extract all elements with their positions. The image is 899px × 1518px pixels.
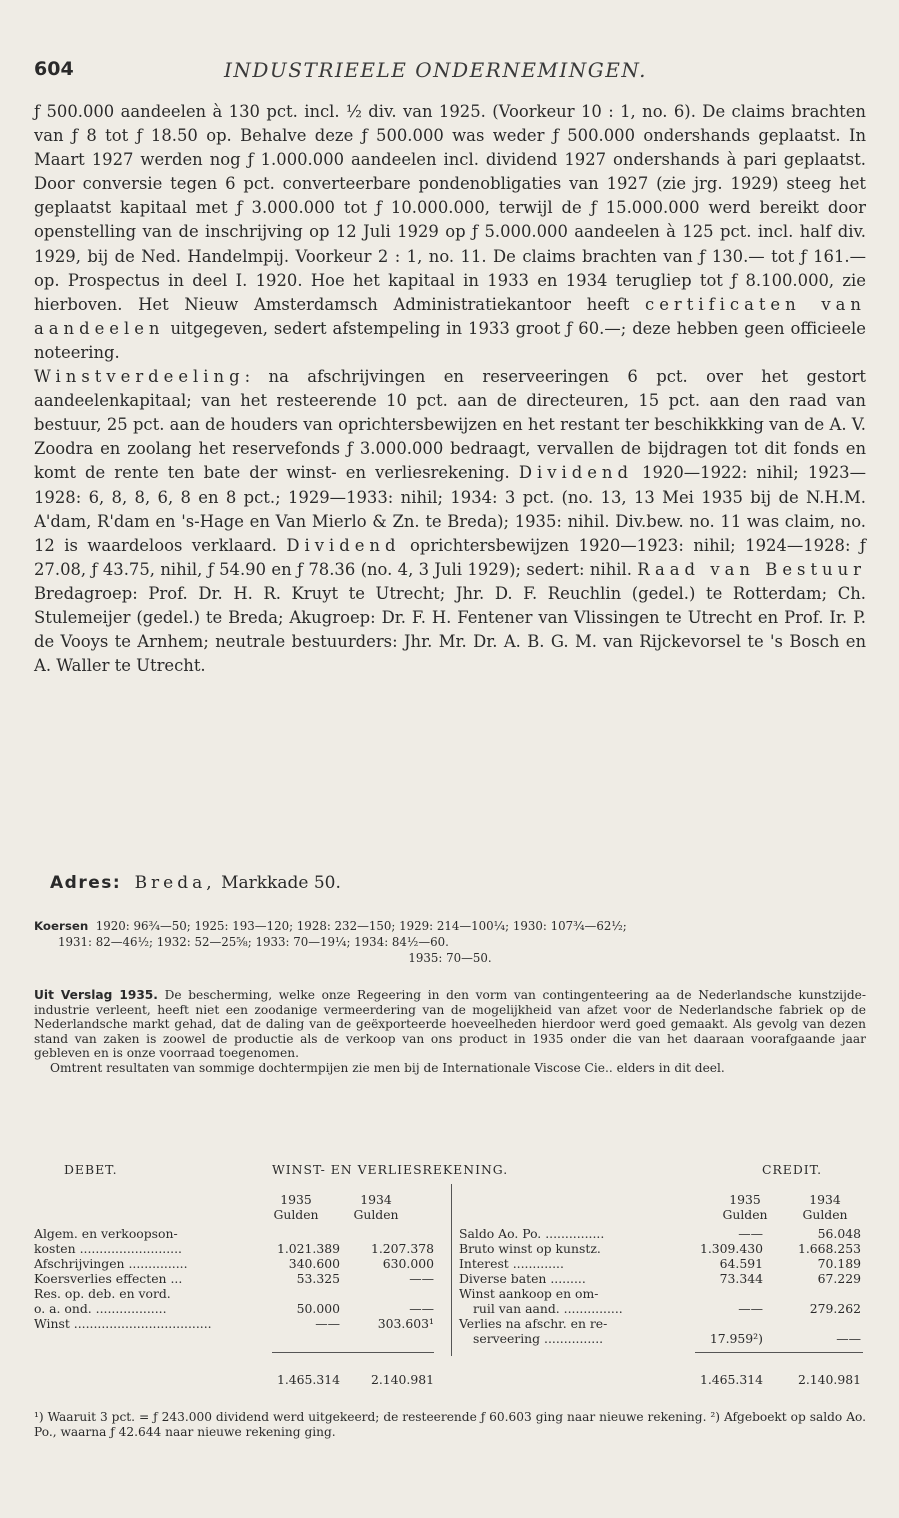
address-label: Adres: <box>50 873 122 893</box>
debit-value-1935: 1.021.389 <box>276 1241 340 1256</box>
debit-value-1934: 303.603¹ <box>377 1316 434 1331</box>
dividend-text: 1920—1922: nihil; 1923—1928: 6, 8, 8, 6, 8 en 8 pct.; 1929—1933: nihil; 1934: 3 pct. (no. 13, 13 Mei 1935 bij de N.H.M. A'dam, R'dam en 's-Hage en Van Mierlo & Zn. te Breda); 1935: nihil. Div.bew. no. 11 was claim, no. 12 is waardeloos verklaard. <box>34 463 866 555</box>
debit-row-label: Res. op. deb. en vord. <box>34 1286 171 1301</box>
report-text: De bescherming, welke onze Regeering in den vorm van contingenteering aa de Nederlandsche kunstzijde-industrie verleent, heeft niet een zoodanige vermeerdering van de mogelijkheid van afzet voor de Nederlandsche fabriek op de Nederlandsche markt gehad, dat de daling van de geëxporteerde hoeveelheden hierdoor werd goed gemaakt. Als gevolg van dezen stand van zaken is zoowel de productie als de verkoop van ons product in 1935 onder die van het daaraan voorafgaande jaar gebleven en is onze voorraad toegenomen. <box>34 988 866 1061</box>
prices-line-2: 1931: 82—46½; 1932: 52—25⅝; 1933: 70—19¼; 1934: 84½—60. <box>58 935 449 949</box>
credit-total-1935: 1.465.314 <box>699 1372 763 1387</box>
debit-heading: DEBET. <box>64 1162 118 1177</box>
debit-row-label: Algem. en verkoopson- <box>34 1226 178 1241</box>
capital-text: ƒ 500.000 aandeelen à 130 pct. incl. ½ div. van 1925. (Voorkeur 10 : 1, no. 6). De claims brachten van ƒ 8 tot ƒ 18.50 op. Behalve deze ƒ 500.000 was weder ƒ 500.000 ondershands geplaatst. In Maart 1927 werden nog ƒ 1.000.000 aandeelen incl. dividend 1927 ondershands à pari geplaatst. Door conversie tegen 6 pct. converteerbare pondenobligaties van 1927 (zie jrg. 1929) steeg het geplaatst kapitaal met ƒ 3.000.000 tot ƒ 10.000.000, terwijl de ƒ 15.000.000 werd bereikt door openstelling van de inschrijving op 12 Juli 1929 op ƒ 5.000.000 aandeelen à 125 pct. incl. half div. 1929, bij de Ned. Handelmpij. Voorkeur 2 : 1, no. 11. De claims brachten van ƒ 130.— tot ƒ 161.— op. Prospectus in deel I. 1920. Hoe het kapitaal in 1933 en 1934 terugliep tot ƒ 8.100.000, zie hierboven. Het Nieuw Amsterdamsch Administratiekantoor heeft <box>34 102 866 314</box>
credit-row-label: serveering ............... <box>473 1331 604 1346</box>
prices-1920-1930: 1920: 96¾—50; 1925: 193—120; 1928: 232—150; 1929: 214—100¼; 1930: 107¾—62½; <box>95 919 627 933</box>
debit-value-1935: 340.600 <box>288 1256 340 1271</box>
prices-line-1 <box>34 918 866 934</box>
credit-value-1935: —— <box>738 1226 763 1241</box>
capital-paragraph <box>34 100 866 365</box>
credit-unit-1935: Gulden <box>722 1207 768 1222</box>
debit-unit-1934: Gulden <box>353 1207 399 1222</box>
debit-value-1934: 630.000 <box>382 1256 434 1271</box>
debit-row-label: o. a. ond. .................. <box>34 1301 167 1316</box>
debit-value-1935: 53.325 <box>296 1271 340 1286</box>
credit-row-label-text: Diverse baten <box>459 1271 547 1286</box>
credit-value-1934: 56.048 <box>817 1226 861 1241</box>
credit-value-1935: —— <box>738 1301 763 1316</box>
debit-year-headers <box>34 1192 454 1224</box>
debit-total-rule <box>272 1352 434 1353</box>
share-prices <box>34 918 866 966</box>
debit-year-1935: 1935 <box>280 1192 312 1207</box>
credit-value-1934: 279.262 <box>809 1301 861 1316</box>
credit-row-label-cont: ruil van aand. <box>473 1301 560 1316</box>
debit-total-1935: 1.465.314 <box>276 1372 340 1387</box>
credit-row-label-text: Interest <box>459 1256 509 1271</box>
credit-value-1935: 17.959²) <box>709 1331 763 1346</box>
address-line <box>50 873 341 893</box>
address-street: Markkade 50. <box>221 873 341 893</box>
capital-text-end: uitgegeven, sedert afstempeling in 1933 groot ƒ 60.—; deze hebben geen officieele noteering. <box>34 318 866 362</box>
debit-value-1935: —— <box>315 1316 340 1331</box>
prices-label: Koersen <box>34 919 89 933</box>
debit-row-label-text: Winst <box>34 1316 70 1331</box>
debit-row-label: Winst ................................... <box>34 1316 212 1331</box>
credit-total-1934: 2.140.981 <box>797 1372 861 1387</box>
prices-line-3: 1935: 70—50. <box>408 951 492 965</box>
credit-value-1934: 1.668.253 <box>797 1241 861 1256</box>
debit-row-label: Afschrijvingen ............... <box>34 1256 188 1271</box>
credit-row-label: Saldo Ao. Po. ............... <box>459 1226 605 1241</box>
debit-row-label-cont: o. a. ond. <box>34 1301 92 1316</box>
running-head: INDUSTRIEELE ONDERNEMINGEN. <box>224 58 647 82</box>
debit-row-label-text: Afschrijvingen <box>34 1256 125 1271</box>
debit-value-1934: —— <box>409 1271 434 1286</box>
founder-dividend-text: oprichtersbewijzen 1920—1923: nihil; 1924—1928: ƒ 27.08, ƒ 43.75, nihil, ƒ 54.90 en ƒ 78.36 (no. 4, 3 Juli 1929); sedert: nihil. <box>34 535 866 579</box>
profit-distribution-paragraph <box>34 365 866 678</box>
debit-row-label: Koersverlies effecten ... <box>34 1271 183 1286</box>
credit-value-1934: —— <box>836 1331 861 1346</box>
credit-row-label-text: Saldo Ao. Po. <box>459 1226 542 1241</box>
debit-row-label: kosten .......................... <box>34 1241 182 1256</box>
credit-row-label: Diverse baten ......... <box>459 1271 586 1286</box>
credit-row-label: ruil van aand. ............... <box>473 1301 623 1316</box>
founder-dividend-label: Dividend <box>286 535 401 555</box>
credit-year-1934: 1934 <box>809 1192 841 1207</box>
report-paragraph <box>34 988 866 1061</box>
address-town: Breda, <box>134 873 216 893</box>
credit-row-label-cont: serveering <box>473 1331 541 1346</box>
profit-distribution-text: : na afschrijvingen en reserveeringen 6 pct. over het gestort aandeelenkapitaal; van het resteerende 10 pct. aan de directeuren, 15 pct. aan den raad van bestuur, 25 pct. aan de houders van oprichtersbewijzen en het restant ter beschikkking van de A. V. Zoodra en zoolang het reservefonds ƒ 3.000.000 bedraagt, vervallen de bijdragen tot dit fonds en komt de rente ten bate der winst- en verliesrekening. <box>34 367 866 483</box>
debit-value-1934: —— <box>409 1301 434 1316</box>
credit-value-1935: 1.309.430 <box>699 1241 763 1256</box>
credit-row-label: Bruto winst op kunstz. <box>459 1241 601 1256</box>
footnote-text: ¹) Waaruit 3 pct. = ƒ 243.000 dividend werd uitgekeerd; de resteerende ƒ 60.603 ging naar nieuwe rekening. ²) Afgeboekt op saldo Ao. Po., waarna ƒ 42.644 naar nieuwe rekening ging. <box>34 1410 866 1439</box>
annual-report-excerpt <box>34 988 866 1076</box>
credit-unit-1934: Gulden <box>802 1207 848 1222</box>
debit-value-1934: 1.207.378 <box>370 1241 434 1256</box>
report-note: Omtrent resultaten van sommige dochtermpijen zie men bij de Internationale Viscose Cie.. elders in dit deel. <box>50 1060 725 1075</box>
page-header <box>34 58 866 88</box>
profit-loss-account <box>34 1162 866 1407</box>
board-text: Bredagroep: Prof. Dr. H. R. Kruyt te Utrecht; Jhr. D. F. Reuchlin (gedel.) te Rotterdam; Ch. Stulemeijer (gedel.) te Breda; Akugroep: Dr. F. H. Fentener van Vlissingen te Utrecht en Prof. Ir. P. de Vooys te Arnhem; neutrale bestuurders: Jhr. Mr. Dr. A. B. G. M. van Rijckevorsel te 's Bosch en A. Waller te Utrecht. <box>34 583 866 676</box>
board-label: Raad van Bestuur <box>637 559 866 579</box>
debit-value-1935: 50.000 <box>296 1301 340 1316</box>
credit-year-1935: 1935 <box>729 1192 761 1207</box>
account-title: WINST- EN VERLIESREKENING. <box>272 1162 509 1177</box>
page-number: 604 <box>34 58 74 80</box>
profit-distribution-label: Winstverdeeling <box>34 367 245 387</box>
report-label: Uit Verslag 1935. <box>34 988 158 1002</box>
debit-year-1934: 1934 <box>360 1192 392 1207</box>
dividend-label: Dividend <box>518 463 633 483</box>
credit-value-1935: 73.344 <box>719 1271 763 1286</box>
debit-unit-1935: Gulden <box>273 1207 319 1222</box>
account-heading <box>34 1162 866 1180</box>
debit-row-label-cont: kosten <box>34 1241 76 1256</box>
credit-row-label: Interest ............. <box>459 1256 564 1271</box>
document-page <box>34 0 866 1518</box>
credit-row-label: Winst aankoop en om- <box>459 1286 599 1301</box>
credit-total-rule <box>695 1352 863 1353</box>
credit-year-headers <box>459 1192 869 1224</box>
debit-total-1934: 2.140.981 <box>370 1372 434 1387</box>
certificates-term: certificaten van aandeelen <box>34 294 866 338</box>
credit-row-label: Verlies na afschr. en re- <box>459 1316 608 1331</box>
credit-value-1935: 64.591 <box>719 1256 763 1271</box>
main-text <box>34 100 866 678</box>
credit-value-1934: 67.229 <box>817 1271 861 1286</box>
footnotes <box>34 1410 866 1439</box>
credit-value-1934: 70.189 <box>817 1256 861 1271</box>
credit-heading: CREDIT. <box>762 1162 823 1177</box>
